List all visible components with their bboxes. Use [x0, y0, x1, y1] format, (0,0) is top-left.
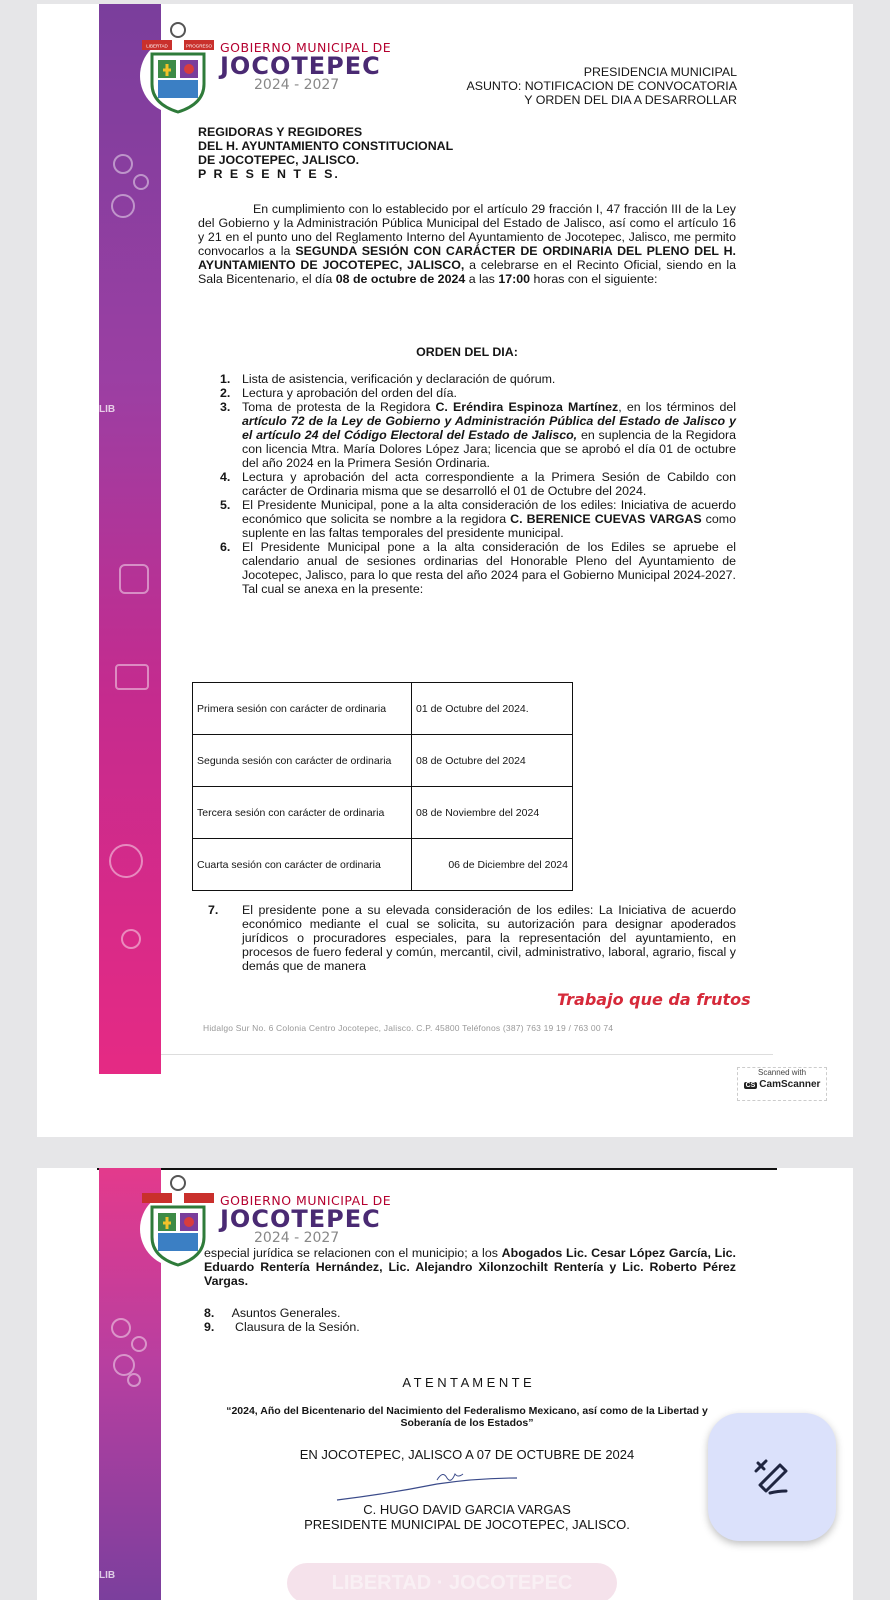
document-page-1: [37, 4, 853, 1137]
item-text: , en los términos del: [618, 400, 736, 414]
item-number: 3.: [220, 400, 231, 414]
item-text: El Presidente Municipal pone a la alta consideración de los Ediles se apruebe el calendario anual de sesiones ordinarias del Honorable Pleno del Ayuntamiento de Jocotepec, Jalisco, para lo que resta del año 2024 para el Gobierno Municipal 2024-2027. Tal cual se anexa en la presente:: [242, 540, 736, 596]
item-number: 9.: [204, 1320, 215, 1334]
footer-address: Hidalgo Sur No. 6 Colonia Centro Jocotepec, Jalisco. C.P. 45800 Teléfonos (387) 763 19 19 / 763 00 74: [203, 1023, 614, 1033]
item-number: 8.: [204, 1306, 215, 1320]
list-item: [198, 903, 736, 973]
municipio-title: JOCOTEPEC: [220, 1205, 381, 1233]
circle-ornament-icon: [111, 1318, 131, 1338]
item-number: 4.: [220, 470, 231, 484]
presidencia-label: PRESIDENCIA MUNICIPAL: [583, 65, 737, 79]
list-item: [198, 400, 736, 470]
item-text: Clausura de la Sesión.: [235, 1320, 360, 1334]
table-cell-date: 06 de Diciembre del 2024: [412, 839, 573, 891]
item-name-bold: C. BERENICE CUEVAS VARGAS: [510, 512, 702, 526]
edit-button[interactable]: [708, 1413, 836, 1541]
table-row: [193, 683, 573, 735]
municipio-title: JOCOTEPEC: [220, 52, 381, 80]
firmante-cargo: PRESIDENTE MUNICIPAL DE JOCOTEPEC, JALISCO.: [304, 1517, 630, 1532]
camscanner-icon: CS: [745, 1082, 756, 1089]
addressee-line: P R E S E N T E S.: [198, 167, 340, 181]
table-cell-session: Segunda sesión con carácter de ordinaria: [193, 735, 412, 787]
periodo-label: 2024 - 2027: [254, 77, 340, 93]
lugar-fecha: EN JOCOTEPEC, JALISCO A 07 DE OCTUBRE DE 2024: [299, 1447, 635, 1462]
table-cell-session: Cuarta sesión con carácter de ordinaria: [193, 839, 412, 891]
item-9: [204, 1320, 742, 1334]
addressee-block: [198, 125, 736, 181]
sessions-table: [192, 682, 573, 891]
addressee-line: DE JOCOTEPEC, JALISCO.: [198, 153, 360, 167]
item-text: como suplente en las faltas temporales del presidente municipal.: [242, 512, 736, 540]
addressee-line: REGIDORAS Y REGIDORES: [198, 125, 363, 139]
table-cell-date: 08 de Octubre del 2024: [412, 735, 573, 787]
orden-title: ORDEN DEL DIA:: [416, 345, 518, 359]
letterhead: [220, 1193, 391, 1246]
circle-ornament-icon: [111, 194, 135, 218]
item-name-bold: C. Eréndira Espinoza Martínez: [435, 400, 619, 414]
list-item: [198, 470, 736, 498]
table-cell-date: 08 de Noviembre del 2024: [412, 787, 573, 839]
square-ornament-icon: [115, 664, 149, 690]
orden-list-continued: [198, 903, 736, 973]
periodo-label: 2024 - 2027: [254, 1230, 340, 1246]
band-tag: LIB: [99, 1570, 116, 1581]
list-item: [198, 498, 736, 540]
item-number: 5.: [220, 498, 231, 512]
circle-ornament-icon: [127, 1373, 141, 1387]
abogados-bold: Abogados Lic. Cesar López García, Lic. Eduardo Rentería Hernández, Lic. Alejandro Xilonzochilt Rentería y Lic. Roberto Pérez Vargas.: [204, 1246, 737, 1288]
table-cell-session: Primera sesión con carácter de ordinaria: [193, 683, 412, 735]
item-law-bold: artículo 72 de la Ley de Gobierno y Administración Pública del Estado de Jalisco y el artículo 24 del Código Electoral del Estado de Jalisco,: [242, 414, 736, 442]
table-cell-date: 01 de Octubre del 2024.: [412, 683, 573, 735]
item-text: Asuntos Generales.: [231, 1306, 341, 1320]
item-8: [204, 1306, 742, 1320]
table-cell-session: Tercera sesión con carácter de ordinaria: [193, 787, 412, 839]
addressee-line: DEL H. AYUNTAMIENTO CONSTITUCIONAL: [198, 139, 454, 153]
gobierno-label: GOBIERNO MUNICIPAL DE: [220, 1193, 392, 1208]
item-number: 7.: [208, 903, 219, 917]
item-text: Lectura y aprobación del orden del día.: [242, 386, 457, 400]
edit-pen-icon: [752, 1457, 792, 1497]
intro-paragraph: [198, 202, 736, 286]
camscanner-watermark: [737, 1067, 827, 1101]
orden-list: [198, 372, 736, 596]
circle-ornament-icon: [113, 154, 133, 174]
intro-date-bold: 08 de octubre de 2024: [335, 272, 466, 286]
item-text: Lista de asistencia, verificación y declaración de quórum.: [242, 372, 556, 386]
page-top-edge: [97, 1168, 777, 1170]
decorative-side-band: [99, 4, 161, 1074]
intro-text: En cumplimiento con lo establecido por el artículo 29 fracción I, 47 fracción III de la Ley del Gobierno y la Administración Pública Municipal del Estado de Jalisco, así como el artículo 16 y 21 en el punto uno del Reglamento Interno del Ayuntamiento de Jocotepec, Jalisco, me permito convocarlos a la: [198, 202, 736, 258]
band-tag: LIB: [99, 404, 116, 415]
item-7-continuation: [204, 1246, 736, 1288]
footer-divider: [161, 1054, 773, 1055]
asunto-line-1: ASUNTO: NOTIFICACION DE CONVOCATORIA: [466, 79, 737, 93]
intro-text: a celebrarse en el Recinto Oficial, siendo en la Sala Bicentenario, el día: [198, 258, 736, 286]
firmante-nombre: C. HUGO DAVID GARCIA VARGAS: [363, 1502, 571, 1517]
item-text: Lectura y aprobación del acta correspondiente a la Primera Sesión de Cabildo con carácter de Ordinaria misma que se desarrolló el 01 de Octubre del 2024.: [242, 470, 736, 498]
intro-session-bold: SEGUNDA SESIÓN CON CARÁCTER DE ORDINARIA DEL PLENO DEL H. AYUNTAMIENTO DE JOCOTEPEC, JALISCO,: [198, 244, 736, 272]
circle-ornament-icon: [133, 174, 149, 190]
item-text: en suplencia de la Regidora con licencia Mtra. María Dolores López Jara; licencia que se aprobó el día 01 de octubre del año 2024 en la Primera Sesión Ordinaria.: [242, 428, 736, 470]
letterhead: [220, 40, 391, 93]
item-text: El presidente pone a su elevada consideración de los ediles: La Iniciativa de acuerdo económico mediante el cual se solicita, su autorización para designar apoderados jurídicos o procuradores especiales, para la representación del ayuntamiento, en procesos de fuero federal y común, mercantil, civil, administrativo, laboral, agrario, fiscal y demás que de manera: [242, 903, 736, 973]
scanner-caption: Scanned with: [757, 1068, 807, 1077]
signature-icon: [327, 1466, 527, 1506]
circle-ornament-icon: [121, 929, 141, 949]
item-text: Toma de protesta de la Regidora: [242, 400, 436, 414]
scanner-brand: CamScanner: [759, 1079, 821, 1090]
circle-ornament-icon: [109, 844, 143, 878]
lema: “2024, Año del Bicentenario del Nacimiento del Federalismo Mexicano, así como de la Libertad y Soberanía de los Estados”: [226, 1405, 708, 1429]
intro-time-bold: 17:00: [498, 272, 531, 286]
square-ornament-icon: [119, 564, 149, 594]
table-row: [193, 735, 573, 787]
item-number: 1.: [220, 372, 231, 386]
table-row: [193, 839, 573, 891]
crest-ribbon-right: PROGRESO: [185, 43, 213, 49]
gobierno-label: GOBIERNO MUNICIPAL DE: [220, 40, 392, 55]
slogan: Trabajo que da frutos: [557, 990, 751, 1009]
stamp-watermark: LIBERTAD · JOCOTEPEC: [287, 1563, 617, 1600]
intro-text: horas con el siguiente:: [530, 272, 658, 286]
asunto-line-2: Y ORDEN DEL DIA A DESARROLLAR: [524, 93, 737, 107]
municipal-crest-icon: [138, 18, 218, 118]
table-row: [193, 787, 573, 839]
item-number: 2.: [220, 386, 231, 400]
item-text: El Presidente Municipal, pone a la alta consideración de los ediles: Iniciativa de acuerdo económico que solicita se nombre a la regidora: [242, 498, 736, 526]
intro-text: a las: [465, 272, 499, 286]
item-number: 6.: [220, 540, 231, 554]
list-item: [198, 372, 736, 386]
crest-ribbon-left: LIBERTAD: [146, 43, 168, 49]
continuation-text: especial jurídica se relacionen con el municipio; a los: [204, 1246, 502, 1260]
list-item: [198, 386, 736, 400]
circle-ornament-icon: [131, 1336, 147, 1352]
list-item: [198, 540, 736, 596]
atentamente-label: A T E N T A M E N T E: [402, 1375, 532, 1390]
